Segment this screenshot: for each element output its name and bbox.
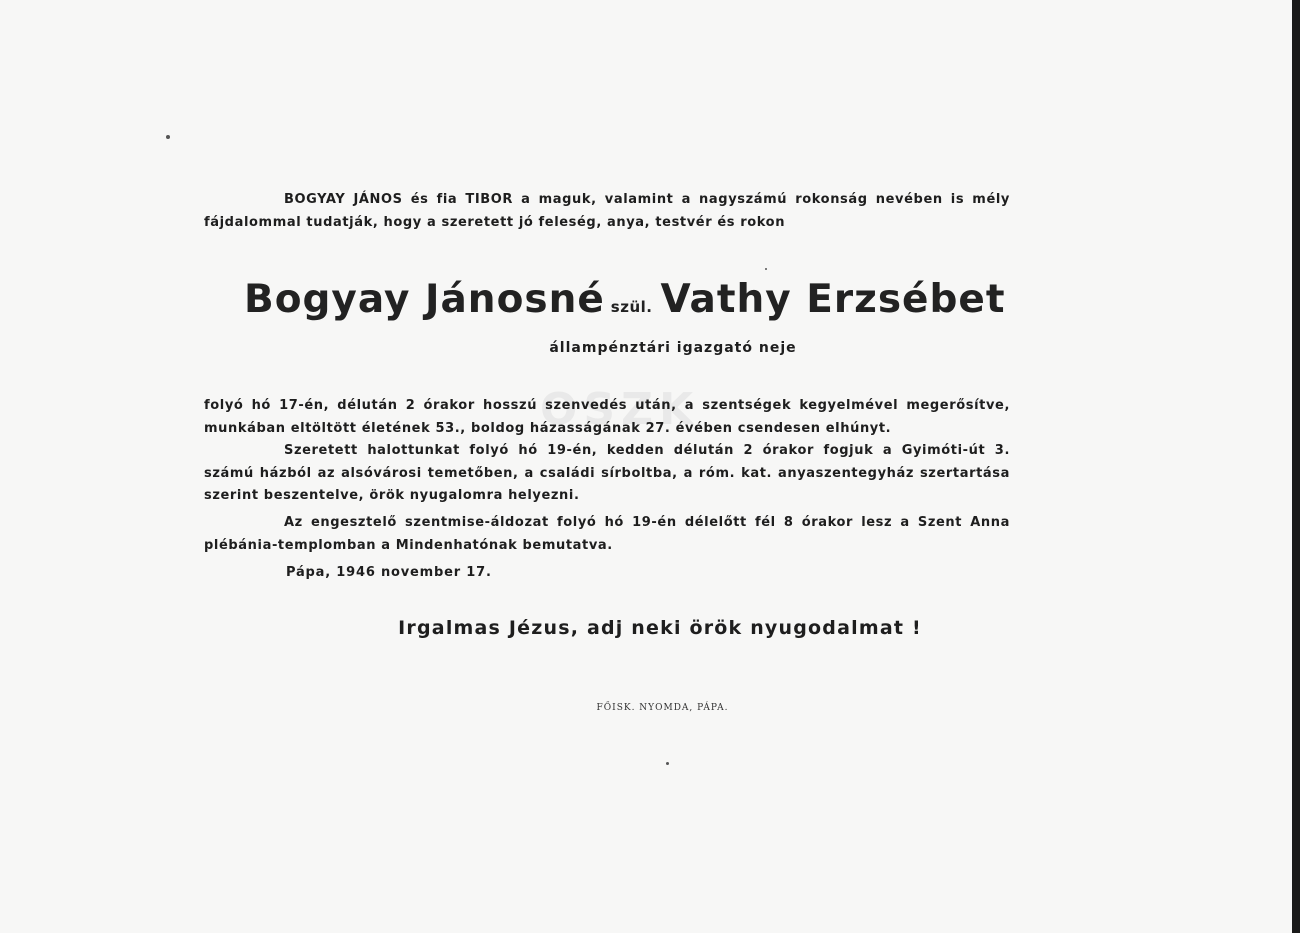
ink-speck [666, 762, 669, 765]
printer-imprint: FŐISK. NYOMDA, PÁPA. [596, 703, 729, 713]
ink-speck [166, 135, 170, 139]
ink-speck [765, 268, 767, 270]
mass-paragraph: Az engesztelő szentmise-áldozat folyó hó 19-én délelőtt fél 8 órakor lesz a Szent Anna plébánia-templomban a Mindenhatónak bemutatva. [204, 515, 1010, 553]
born-label: szül. [610, 298, 653, 316]
scan-edge [1292, 0, 1300, 933]
dateline: Pápa, 1946 november 17. [286, 565, 492, 580]
closing-prayer: Irgalmas Jézus, adj neki örök nyugodalmat ! [398, 617, 922, 639]
library-watermark: OSZK [540, 384, 700, 435]
deceased-maiden-name: Vathy Erzsébet [660, 277, 1006, 322]
deceased-married-name: Bogyay Jánosné [244, 277, 605, 322]
deceased-title: állampénztári igazgató neje [549, 340, 797, 356]
death-paragraph: folyó hó 17-én, délután 2 órakor hosszú szenvedés után, a szentségek kegyelmével megerősítve, munkában eltöltött életének 53., boldog házasságának 27. évében csendesen elhúnyt. [204, 398, 1010, 436]
funeral-paragraph: Szeretett halottunkat folyó hó 19-én, kedden délután 2 órakor fogjuk a Gyimóti-út 3. számú házból az alsóvárosi temetőben, a családi sírboltba, a róm. kat. anyaszentegyház szertartása szerint beszentelve, örök nyugalomra helyezni. [204, 443, 1010, 503]
deceased-name-line [244, 277, 1006, 322]
intro-paragraph: BOGYAY JÁNOS és fia TIBOR a maguk, valamint a nagyszámú rokonság nevében is mély fájdalommal tudatják, hogy a szeretett jó feleség, anya, testvér és rokon [204, 192, 1010, 230]
